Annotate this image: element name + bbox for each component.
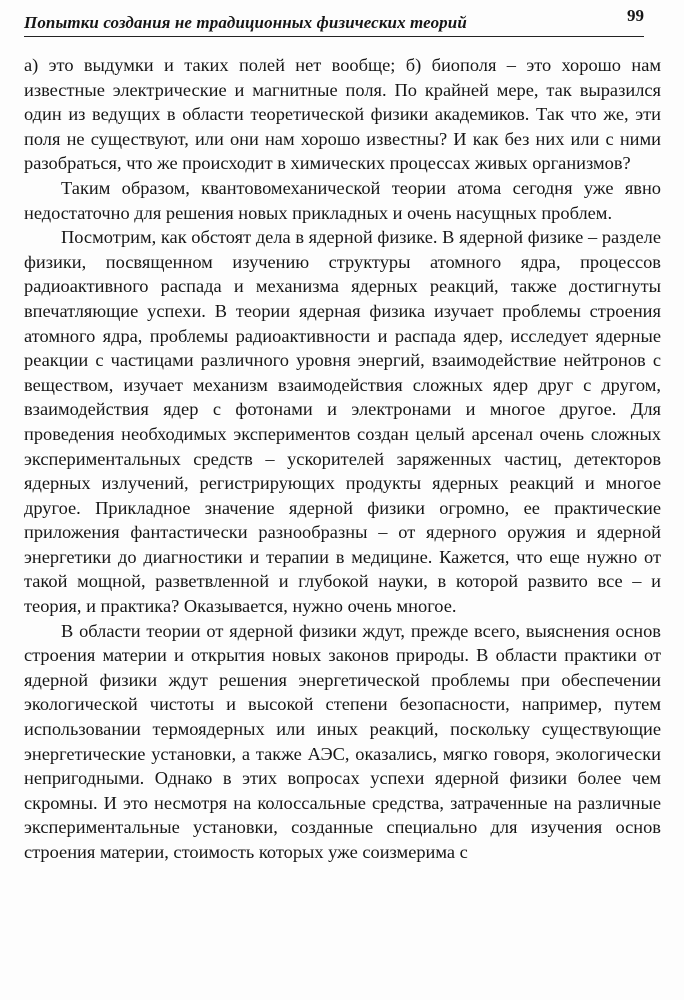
running-head: Попытки создания не традиционных физических теорий [24, 13, 467, 32]
paragraph-3: Посмотрим, как обстоят дела в ядерной физике. В ядерной физике – разделе физики, посвященном изучению структуры атомного ядра, процессов радиоактивного распада и механизма ядерных реакций, также достигнуты впечатляющие успехи. В теории ядерная физика изучает проблемы строения атомного ядра, проблемы радиоактивности и распада ядер, исследует ядерные реакции с частицами различного уровня энергий, взаимодействие нейтронов с веществом, изучает механизм взаимодействия сложных ядер друг с другом, взаимодействия ядер с фотонами и электронами и многое другое. Для проведения необходимых экспериментов создан целый арсенал очень сложных экспериментальных средств – ускорителей заряженных частиц, детекторов ядерных излучений, регистрирующих продукты ядерных реакций и многое другое. Прикладное значение ядерной физики огромно, ее практические приложения фантастически разнообразны – от ядерного оружия и ядерной энергетики до диагностики и терапии в медицине. Кажется, что еще нужно от такой мощной, разветвленной и глубокой науки, в которой развито все – и теория, и практика? Оказывается, нужно очень многое. [24, 227, 661, 617]
page-header [24, 4, 644, 37]
paragraph-4: В области теории от ядерной физики ждут, прежде всего, выяснения основ строения материи и открытия новых законов природы. В области практики от ядерной физики ждут решения энергетической проблемы при обеспечении экологической чистоты и высокой степени безопасности, например, путем использовании термоядерных или иных реакций, поскольку существующие энергетические установки, а также АЭС, оказались, мягко говоря, экологически непригодными. Однако в этих вопросах успехи ядерной физики более чем скромны. И это несмотря на колоссальные средства, затраченные на различные экспериментальные установки, созданные специально для изучения основ строения материи, стоимость которых уже соизмерима с [24, 620, 661, 862]
body-text [24, 53, 661, 865]
paragraph-2: Таким образом, квантовомеханической теории атома сегодня уже явно недостаточно для решения новых прикладных и очень насущных проблем. [24, 177, 661, 223]
page-number: 99 [627, 6, 644, 25]
paragraph-1: а) это выдумки и таких полей нет вообще; б) биополя – это хорошо нам известные электрические и магнитные поля. По крайней мере, так выразился один из ведущих в области теоретической физики академиков. Так что же, эти поля не существуют, или они нам хорошо известны? И как без них или с ними разобраться, что же происходит в химических процессах живых организмов? [24, 55, 661, 174]
